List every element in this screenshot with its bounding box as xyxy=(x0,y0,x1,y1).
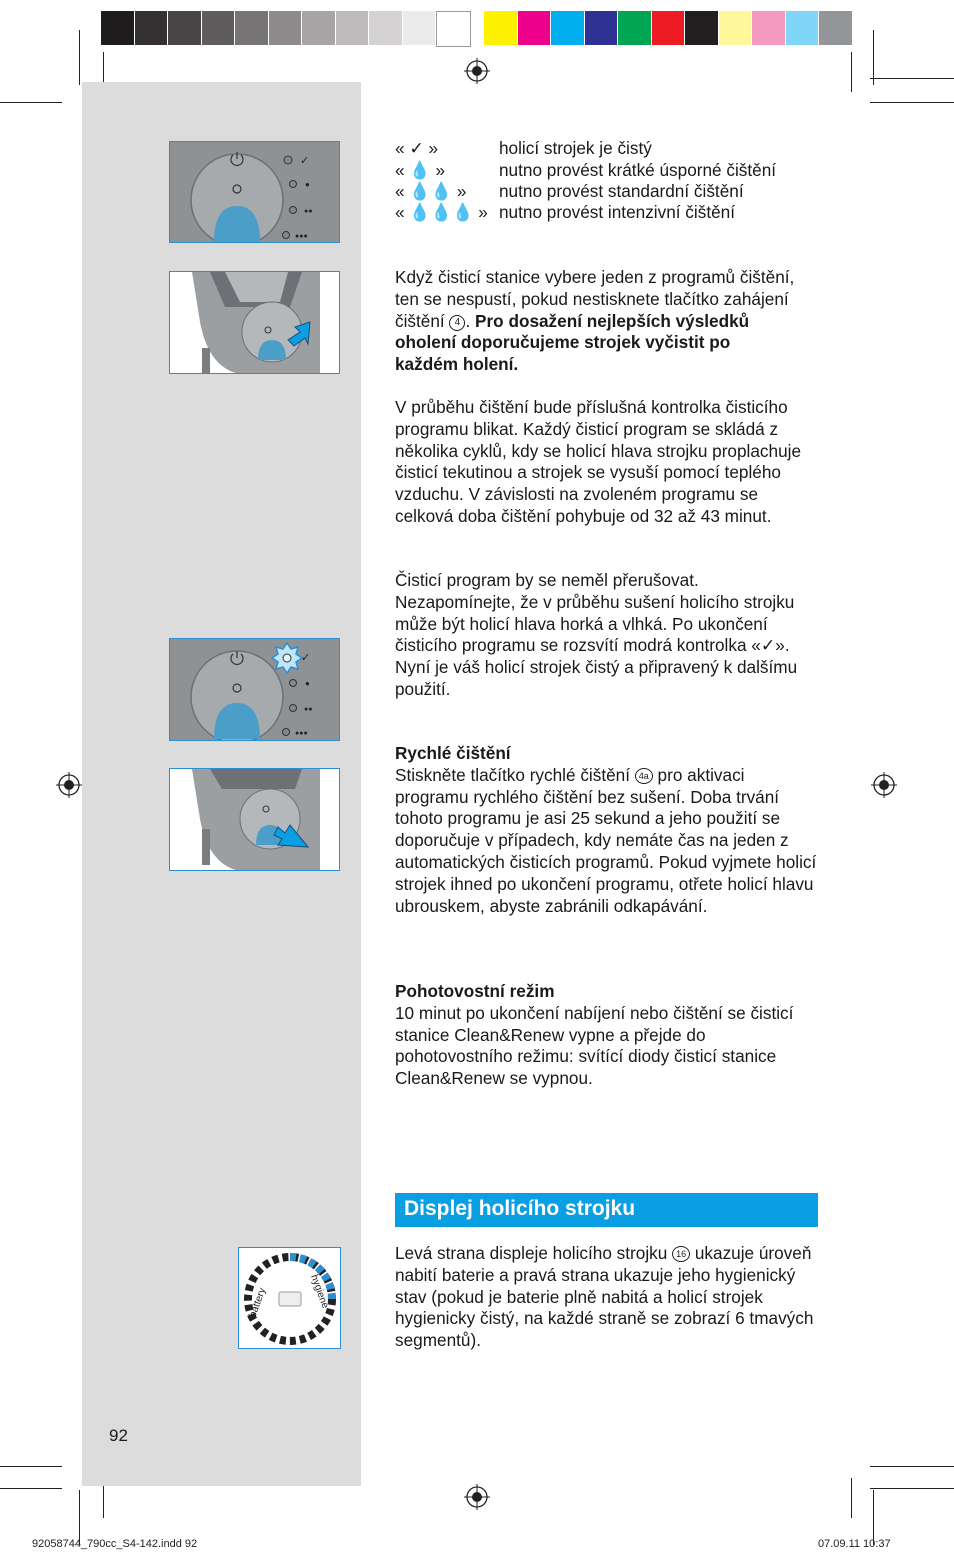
triple-drop-icon: « 💧💧💧 » xyxy=(395,202,488,222)
crop-mark xyxy=(851,52,852,92)
legend-text: nutno provést standardní čištění xyxy=(499,181,744,201)
footer-date: 07.09.11 10:37 xyxy=(818,1538,891,1550)
station-button-figure xyxy=(169,271,340,374)
svg-text:●: ● xyxy=(305,679,310,688)
display-paragraph xyxy=(395,1243,820,1352)
battery-label: battery xyxy=(247,1286,269,1320)
color-swatch xyxy=(484,11,517,45)
crop-mark xyxy=(0,1488,62,1489)
color-swatch xyxy=(369,11,402,45)
registration-mark-icon xyxy=(56,772,82,798)
legend-text: nutno provést intenzivní čištění xyxy=(499,202,735,222)
shaver-display-illustration xyxy=(239,1248,341,1349)
color-swatch xyxy=(302,11,335,45)
color-swatch xyxy=(819,11,852,45)
drop-icon: « 💧 » xyxy=(395,160,446,180)
color-swatch xyxy=(403,11,436,45)
svg-text:●●: ●● xyxy=(304,208,313,215)
quick-clean-section xyxy=(395,743,820,917)
cleaning-paragraph xyxy=(395,397,803,528)
station-illustration xyxy=(170,272,340,374)
legend-row xyxy=(395,160,825,181)
legend-row xyxy=(395,181,825,202)
page-number: 92 xyxy=(109,1426,128,1445)
color-swatch xyxy=(752,11,785,45)
color-swatch xyxy=(551,11,584,45)
quick-clean-figure xyxy=(169,768,340,871)
check-icon: ✓ xyxy=(760,635,776,656)
crop-mark xyxy=(873,1490,874,1545)
standby-section xyxy=(395,981,795,1090)
legend-text: nutno provést krátké úsporné čištění xyxy=(499,160,777,180)
legend-row xyxy=(395,202,825,223)
item-number-badge: 16 xyxy=(672,1246,690,1262)
color-swatch xyxy=(135,11,168,45)
color-swatch xyxy=(652,11,685,45)
color-swatch xyxy=(585,11,618,45)
check-icon: « ✓ » xyxy=(395,138,439,158)
color-swatch xyxy=(518,11,551,45)
quick-clean-illustration xyxy=(170,769,340,871)
crop-mark xyxy=(870,102,954,103)
svg-text:●: ● xyxy=(305,180,310,189)
svg-text:✓: ✓ xyxy=(301,652,311,664)
quick-clean-title: Rychlé čištění xyxy=(395,743,511,763)
crop-mark xyxy=(0,1466,62,1467)
registration-mark-icon xyxy=(871,772,897,798)
quick-clean-text-end: pro aktivaci programu rychlého čištění bez sušení. Doba trvání tohoto programu je asi 25 sekund a jeho použití se doporučuje v případech, kdy nemáte čas na jeden z automatických čisticích programů. Pokud vyjmete holicí strojek ihned po ukončení programu, otřete holicí hlavu ubrouskem, abyste zabránili odkapávání. xyxy=(395,764,817,916)
color-swatch xyxy=(202,11,235,45)
color-swatch xyxy=(618,11,651,45)
crop-mark xyxy=(851,1478,852,1518)
display-text-end: ukazuje úroveň nabití baterie a pravá strana ukazuje jeho hygienický stav (pokud je baterie plně nabitá a holicí strojek hygienicky čistý, na každé straně se zobrazí 6 tmavých segmentů). xyxy=(395,1243,814,1351)
svg-text:●●●: ●●● xyxy=(295,233,308,240)
standby-text: 10 minut po ukončení nabíjení nebo čištění se čisticí stanice Clean&Renew vypne a přejde do pohotovostního režimu: svítící diody čisticí stanice Clean&Renew se vypnou. xyxy=(395,1002,794,1089)
crop-mark xyxy=(870,1488,954,1489)
para1-text: Když čisticí stanice vybere jeden z programů čištění, ten se nespustí, pokud nestisknete tlačítko zahájení čištění xyxy=(395,267,795,331)
svg-text:✓: ✓ xyxy=(300,155,310,167)
crop-mark xyxy=(79,1490,80,1545)
para3-text: Čisticí program by se neměl přerušovat. Nezapomínejte, že v průběhu sušení holicího strojku může být holicí hlava horká a vlhká. Po ukončení čisticího programu se rozsvítí modrá kontrolka « xyxy=(395,570,795,656)
registration-mark-icon xyxy=(464,1484,490,1510)
display-text: Levá strana displeje holicího strojku xyxy=(395,1243,673,1263)
quick-clean-text: Stiskněte tlačítko rychlé čištění xyxy=(395,764,635,785)
legend-row xyxy=(395,138,825,159)
legend-text: holicí strojek je čistý xyxy=(499,138,652,158)
color-swatch xyxy=(101,11,134,45)
svg-text:●●: ●● xyxy=(304,706,313,713)
color-swatch xyxy=(168,11,201,45)
crop-mark xyxy=(870,78,954,79)
color-swatch xyxy=(235,11,268,45)
interrupt-paragraph xyxy=(395,570,823,701)
control-panel-figure xyxy=(169,141,340,243)
footer-file: 92058744_790cc_S4-142.indd 92 xyxy=(32,1538,198,1550)
color-swatch xyxy=(336,11,369,45)
color-swatch xyxy=(269,11,302,45)
section-heading: Displej holicího strojku xyxy=(404,1197,636,1220)
svg-text:●●●: ●●● xyxy=(295,730,308,737)
crop-mark xyxy=(79,30,80,85)
program-paragraph xyxy=(395,267,795,376)
item-number-badge: 4a xyxy=(635,768,653,784)
double-drop-icon: « 💧💧 » xyxy=(395,181,467,201)
para3-text-end: ». Nyní je váš holicí strojek čistý a připravený k dalšímu použití. xyxy=(395,635,798,699)
color-swatch xyxy=(786,11,819,45)
para2-text: V průběhu čištění bude příslušná kontrolka čisticího programu blikat. Každý čisticí program se skládá z několika cyklů, kdy se holicí hlava strojku proplachuje čisticí tekutinou a strojek se vysuší pomocí teplého vzduchu. V závislosti na zvoleném programu se celková doba čištění pohybuje od 32 až 43 minut. xyxy=(395,397,802,526)
para1-punct: . xyxy=(465,310,476,331)
crop-mark xyxy=(0,102,62,103)
item-number-badge: 4 xyxy=(449,315,465,331)
control-panel-illustration xyxy=(170,142,340,243)
control-panel-lit-illustration xyxy=(170,639,340,741)
color-swatch xyxy=(719,11,752,45)
color-swatch xyxy=(685,11,718,45)
hygiene-label: hygiene xyxy=(308,1273,331,1310)
section-heading-bar xyxy=(395,1193,818,1227)
control-panel-lit-figure xyxy=(169,638,340,741)
shaver-display-figure xyxy=(238,1247,341,1349)
color-swatch xyxy=(436,11,471,47)
crop-mark xyxy=(870,1466,954,1467)
standby-title: Pohotovostní režim xyxy=(395,981,555,1001)
registration-mark-icon xyxy=(464,58,490,84)
para1-bold: Pro dosažení nejlepších výsledků oholení doporučujeme strojek vyčistit po každém holení. xyxy=(395,310,750,375)
crop-mark xyxy=(873,30,874,85)
